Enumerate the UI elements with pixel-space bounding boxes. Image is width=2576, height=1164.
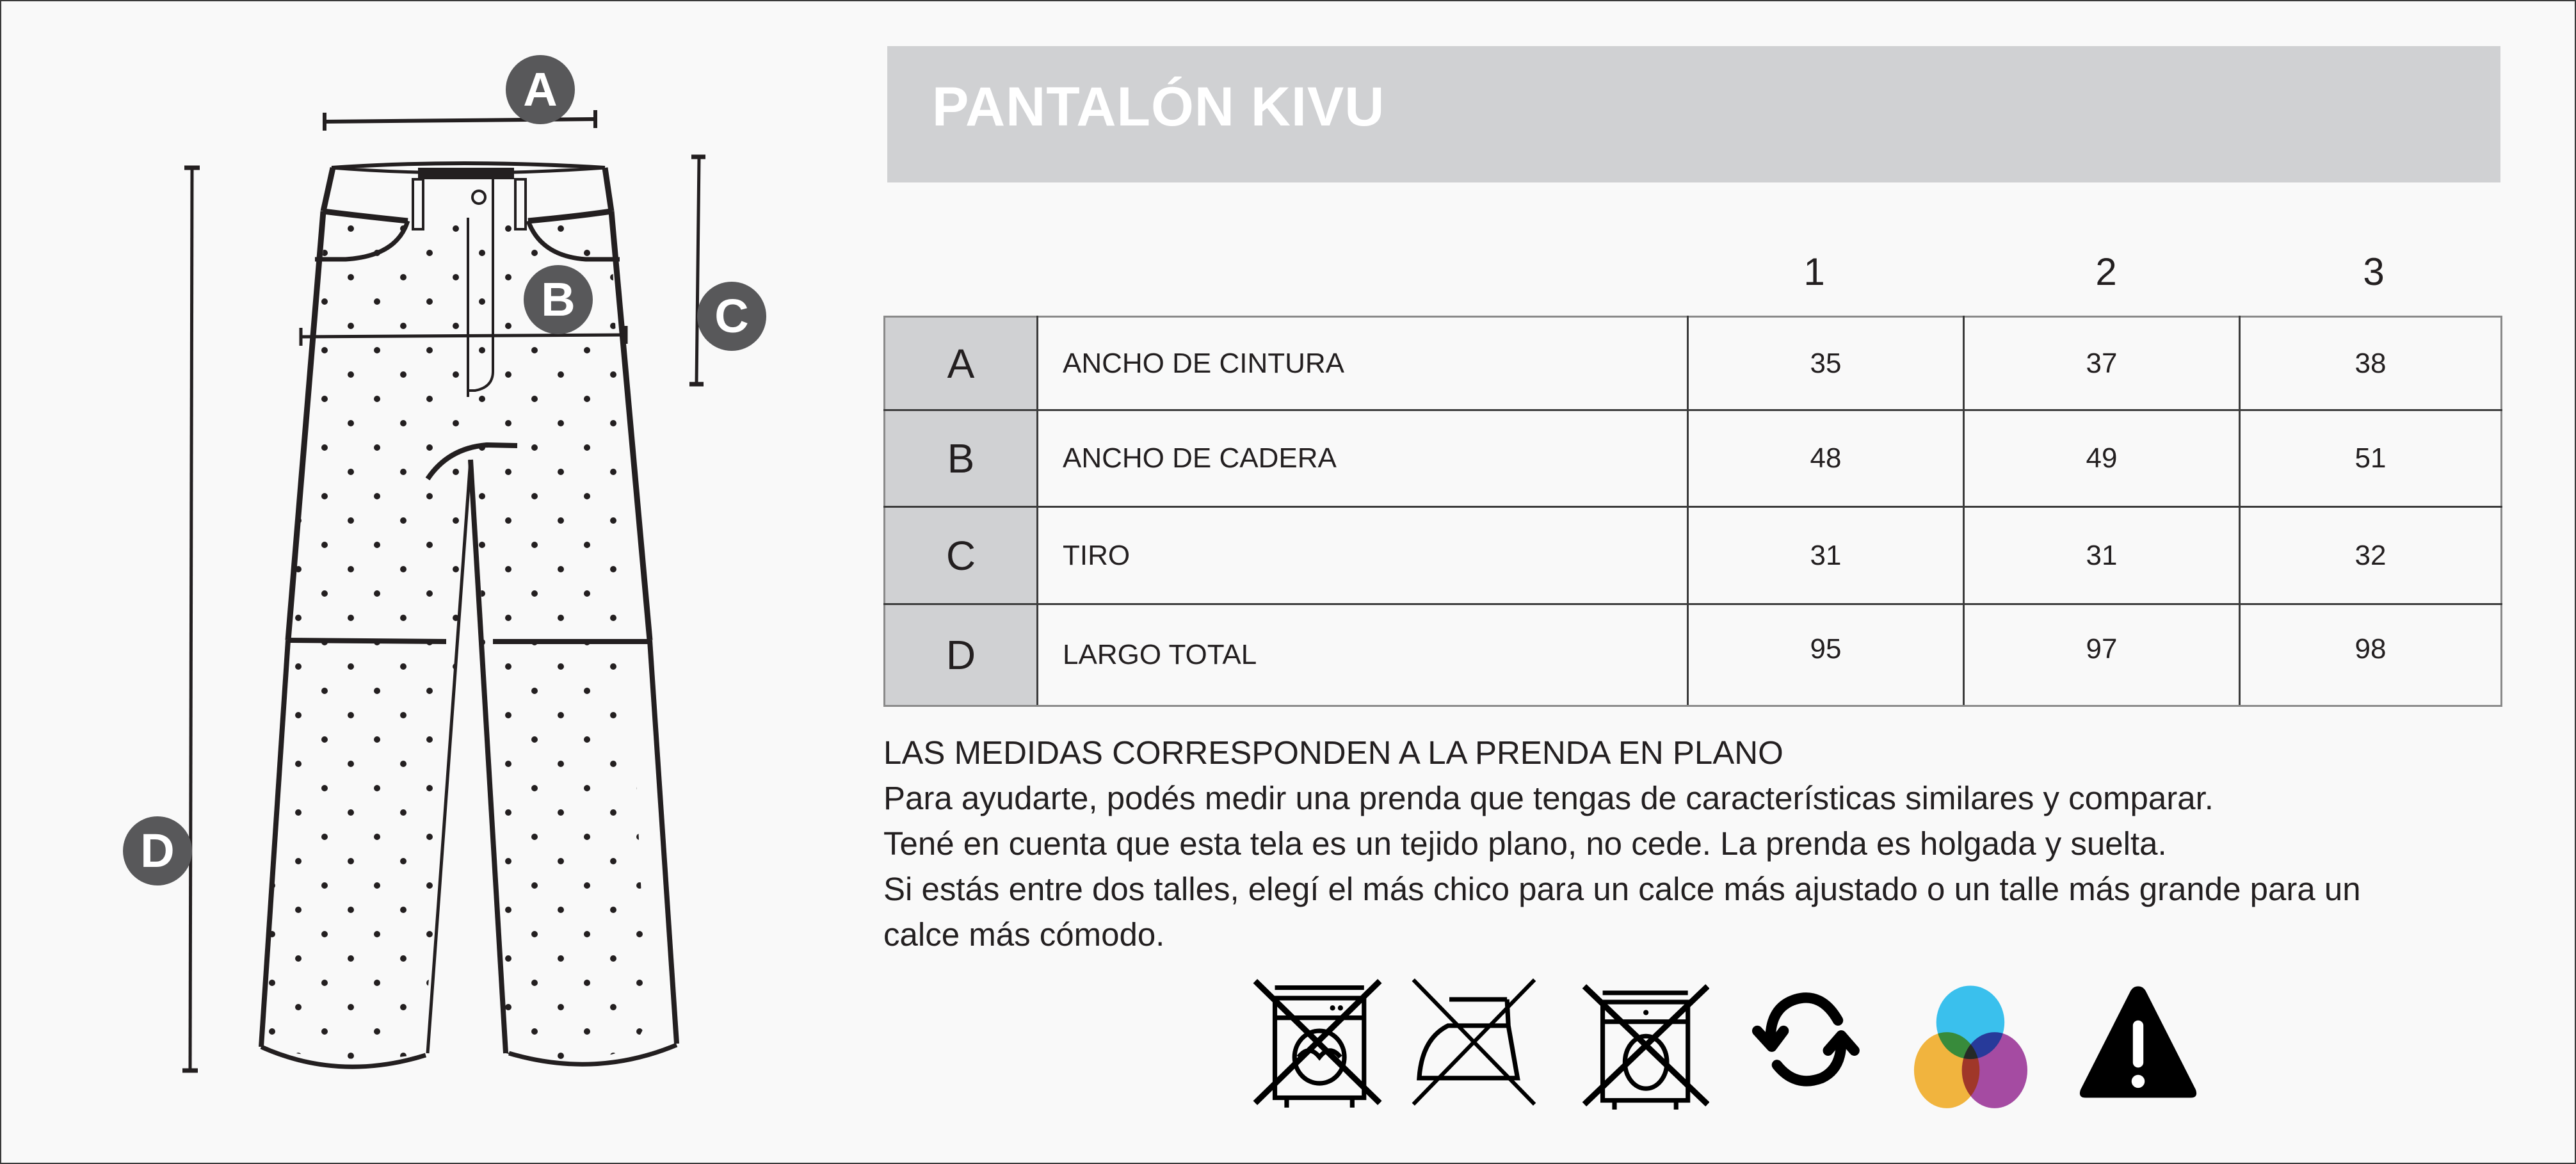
size-header-1: 1 [1803,250,1825,293]
table-row [885,507,2502,604]
row-key: D [885,604,1038,706]
row-label: LARGO TOTAL [1038,604,1688,706]
cell-value: 32 [2240,507,2502,604]
cell-value: 37 [1964,317,2240,410]
size-notes [883,730,2522,957]
cell-value: 48 [1688,410,1964,507]
table-row [885,317,2502,410]
size-table [883,316,2502,707]
do-not-iron-icon [1408,973,1543,1111]
cell-value: 31 [1964,507,2240,604]
row-key: C [885,507,1038,604]
cell-value: 95 [1688,604,1964,706]
do-not-machine-wash-icon [1248,973,1383,1111]
size-header-2: 2 [2095,250,2117,293]
wash-separate-colors-icon [1904,973,2039,1111]
row-key: A [885,317,1038,410]
cell-value: 38 [2240,317,2502,410]
cell-value: 49 [1964,410,2240,507]
cell-value: 51 [2240,410,2502,507]
note-line: Para ayudarte, podés medir una prenda que tengas de características similares y comparar. [883,780,2214,816]
notes-heading: LAS MEDIDAS CORRESPONDEN A LA PRENDA EN PLANO [883,734,1783,771]
pants-diagram [0,0,832,1164]
table-row [885,410,2502,507]
marker-b: B [524,265,593,334]
note-line: Si estás entre dos talles, elegí el más chico para un calce más ajustado o un talle más grande para un [883,871,2361,907]
do-not-tumble-dry-icon [1575,973,1709,1111]
size-header-3: 3 [2363,250,2385,293]
marker-c: C [697,282,766,351]
row-key: B [885,410,1038,507]
table-row [885,604,2502,706]
product-title: PANTALÓN KIVU [932,76,1385,138]
marker-a: A [506,55,575,124]
marker-d: D [123,816,192,885]
cell-value: 31 [1688,507,1964,604]
cell-value: 97 [1964,604,2240,706]
note-line: calce más cómodo. [883,916,1165,953]
title-bar [887,46,2500,182]
row-label: ANCHO DE CADERA [1038,410,1688,507]
cell-value: 35 [1688,317,1964,410]
measure-d [182,168,200,1071]
measure-c [689,157,705,384]
row-label: TIRO [1038,507,1688,604]
wash-inside-out-icon [1741,973,1876,1111]
warning-icon [2071,973,2205,1111]
note-line: Tené en cuenta que esta tela es un tejido plano, no cede. La prenda es holgada y suelta. [883,825,2167,862]
row-label: ANCHO DE CINTURA [1038,317,1688,410]
cell-value: 98 [2240,604,2502,706]
